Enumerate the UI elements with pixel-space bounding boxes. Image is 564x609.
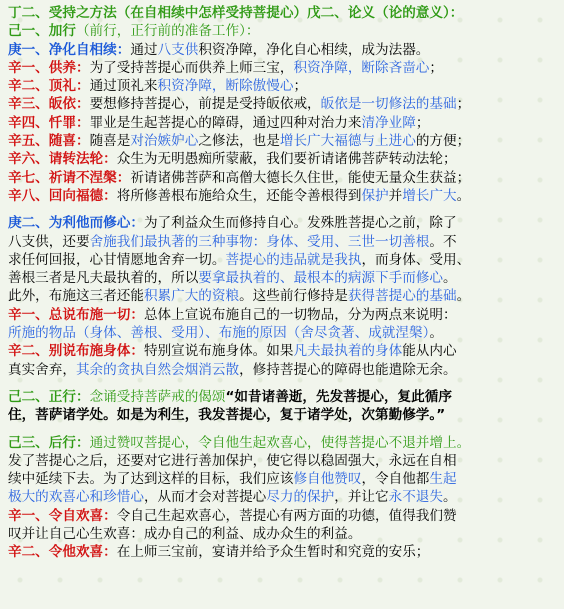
text-segment: 众生为无明愚痴所蒙蔽，我们要祈请诸佛菩萨转动法轮； [116,151,457,168]
text-line [8,132,556,150]
text-segment: ，从而才会对菩提心 [143,489,267,506]
text-segment: 。 [443,270,457,287]
text-segment: 随喜是 [89,133,131,150]
text-line [8,22,556,40]
paragraph-gap [8,425,556,434]
section-heading: 己一、加行 [8,23,76,40]
section-heading: 辛二、别说布施身体： [8,343,144,360]
text-segment: 求任何回报，心甘情愿地舍弃一切。 [8,251,226,268]
text-segment: （前行，正行前的准备工作）： [75,23,260,40]
text-segment: 增长广大 [402,187,457,204]
text-line [8,114,556,132]
text-segment: 舍施我们最执著的三种事物：身体、受用、三世一切善根 [89,233,430,250]
text-line [8,95,556,113]
text-segment: 。 [456,187,471,204]
text-line [8,306,556,324]
text-segment: 清净业障 [361,114,416,131]
text-segment: 通过赞叹菩提心，令自他生起欢喜心，使得菩提心不退并增上。 [89,434,471,451]
section-heading: 辛三、皈依： [8,96,90,113]
section-heading: 己三、后行： [8,434,90,451]
text-segment: 能从内心 [402,343,457,360]
text-segment: ，并让它 [334,489,389,506]
text-segment: 续中延续下去。为了达到这样的目标，我们应该 [8,471,294,488]
text-line [8,507,556,525]
section-heading: 辛八、回向福德： [8,187,117,204]
text-segment: 增长广大福德与上进心 [279,133,416,150]
text-line [8,269,556,287]
text-line [8,361,556,379]
text-segment: 真实舍弃， [8,361,76,378]
text-segment: ； [429,59,443,76]
section-heading: 辛一、总说布施一切： [8,306,144,323]
text-line [8,488,556,506]
section-heading: 辛二、令他欢喜： [8,544,117,561]
text-segment: 祈请诸佛菩萨和高僧大德长久住世，能使无量众生获益； [130,169,471,186]
section-heading: 庚一、净化自相续： [8,41,131,58]
text-line [8,342,556,360]
text-line [8,169,556,187]
text-segment: 所施的物品（身体、善根、受用）、布施的原因（舍尽贪著、成就涅槃） [8,325,430,342]
document-body [8,4,556,562]
text-line [8,150,556,168]
text-segment: 凡夫最执着的身体 [293,343,403,360]
text-line [8,470,556,488]
text-line [8,251,556,269]
text-line [8,187,556,205]
text-segment: 。这些前行修持是 [239,288,348,305]
section-heading: 己二、正行： [8,388,90,405]
text-segment: 特别宣说布施身体。如果 [143,343,294,360]
text-segment: 念诵受持菩萨戒的偈颂 [89,388,226,405]
text-segment: 修自他赞叹 [293,471,362,488]
text-segment: 菩提心的违品就是我执 [225,251,362,268]
text-segment: 为了利益众生而修持自心。发殊胜菩提心之前，除了 [143,215,457,232]
text-line [8,287,556,305]
section-heading: 辛二、顶礼： [8,78,90,95]
text-segment: 令自己生起欢喜心，菩提心有两方面的功德，值得我们赞 [116,507,457,524]
text-segment: ，令自他都 [361,471,430,488]
text-line [8,41,556,59]
text-segment: ； [293,78,308,95]
text-segment: ； [415,114,430,131]
text-line [8,452,556,470]
text-segment: 积资净障，断除傲慢心 [157,78,294,95]
text-segment: 对治嫉妒心 [130,133,199,150]
section-heading: 丁二、受持之方法（在自相续中怎样受持菩提心）戊二、论义（论的意义）： [8,5,464,21]
text-line [8,77,556,95]
text-segment: 的方便； [415,133,471,150]
text-segment: 极大的欢喜心和珍惜心 [8,489,144,506]
text-segment: 。不 [429,233,457,250]
text-segment: 发了菩提心之后，还要对它进行善加保护，使它得以稳固强大，永远在自相 [8,452,457,469]
section-heading: 庚二、为利他而修心： [8,215,144,232]
text-segment: 尽力的保护 [266,489,335,506]
text-line [8,214,556,232]
text-segment: 并 [388,187,403,204]
text-segment: 积资净障，断除吝啬心 [293,59,430,76]
text-segment: 积累广大的资粮 [143,288,240,305]
text-segment: 叹并让自己心生欢喜：成办自己的利益、成办众生的利益。 [8,526,362,543]
text-segment: 要拿最执着的、最根本的病源下手而修心 [198,270,443,287]
paragraph-gap [8,379,556,388]
text-segment: ； [456,96,471,113]
text-line [8,388,556,406]
text-segment: 要想修持菩提心，前提是受持皈依戒， [89,96,321,113]
section-heading: 辛七、祈请不涅槃： [8,169,131,186]
section-heading: 辛五、随喜： [8,133,90,150]
text-segment: 。 [429,325,443,342]
text-segment: 通过 [130,41,158,58]
text-segment: 其余的贪执自然会烟消云散 [75,361,240,378]
text-segment: 通过顶礼来 [89,78,158,95]
text-segment: 获得菩提心的基础 [347,288,457,305]
text-line [8,525,556,543]
text-segment: 善根三者是凡夫最执着的，所以 [8,270,199,287]
text-segment: 保护 [361,187,389,204]
text-segment: 之修法，也是 [198,133,280,150]
text-segment: “如昔诸善逝，先发菩提心，复此循序 [225,388,452,405]
text-segment: 总体上宣说布施自己的一切物品，分为两点来说明： [143,306,457,323]
text-segment: 八支供 [157,41,199,58]
text-segment: 在上师三宝前，宴请并给予众生暂时和究竟的安乐； [116,544,430,561]
text-segment: 。 [456,288,471,305]
text-segment: 积资净障，净化自心相续，成为法器。 [198,41,430,58]
text-segment: 生起 [429,471,457,488]
text-line [8,59,556,77]
text-segment: 将所修善根布施给众生，还能令善根得到 [116,187,362,204]
text-segment: ，而身体、受用、 [361,251,471,268]
text-line [8,324,556,342]
text-segment: 八支供，还要 [8,233,90,250]
text-segment: 。 [443,489,457,506]
text-line [8,406,556,424]
section-heading: 辛一、令自欢喜： [8,507,117,524]
text-line [8,4,556,22]
text-segment: 为了受持菩提心而供养上师三宝， [89,59,294,76]
text-segment: 住，菩萨诸学处。如是为利生，我发菩提心，复于诸学处，次第勤修学。” [8,407,446,424]
section-heading: 辛四、忏罪： [8,114,90,131]
text-segment: 永不退失 [388,489,443,506]
text-segment: ，修持菩提心的障碍也能遣除无余。 [239,361,457,378]
text-line [8,233,556,251]
paragraph-gap [8,205,556,214]
text-segment: 罪业是生起菩提心的障碍，通过四种对治力来 [89,114,362,131]
section-heading: 辛六、请转法轮： [8,151,117,168]
section-heading: 辛一、供养： [8,59,90,76]
text-line [8,434,556,452]
text-segment: 皈依是一切修法的基础 [320,96,457,113]
text-segment: 此外，布施这三者还能 [8,288,144,305]
text-line [8,543,556,561]
